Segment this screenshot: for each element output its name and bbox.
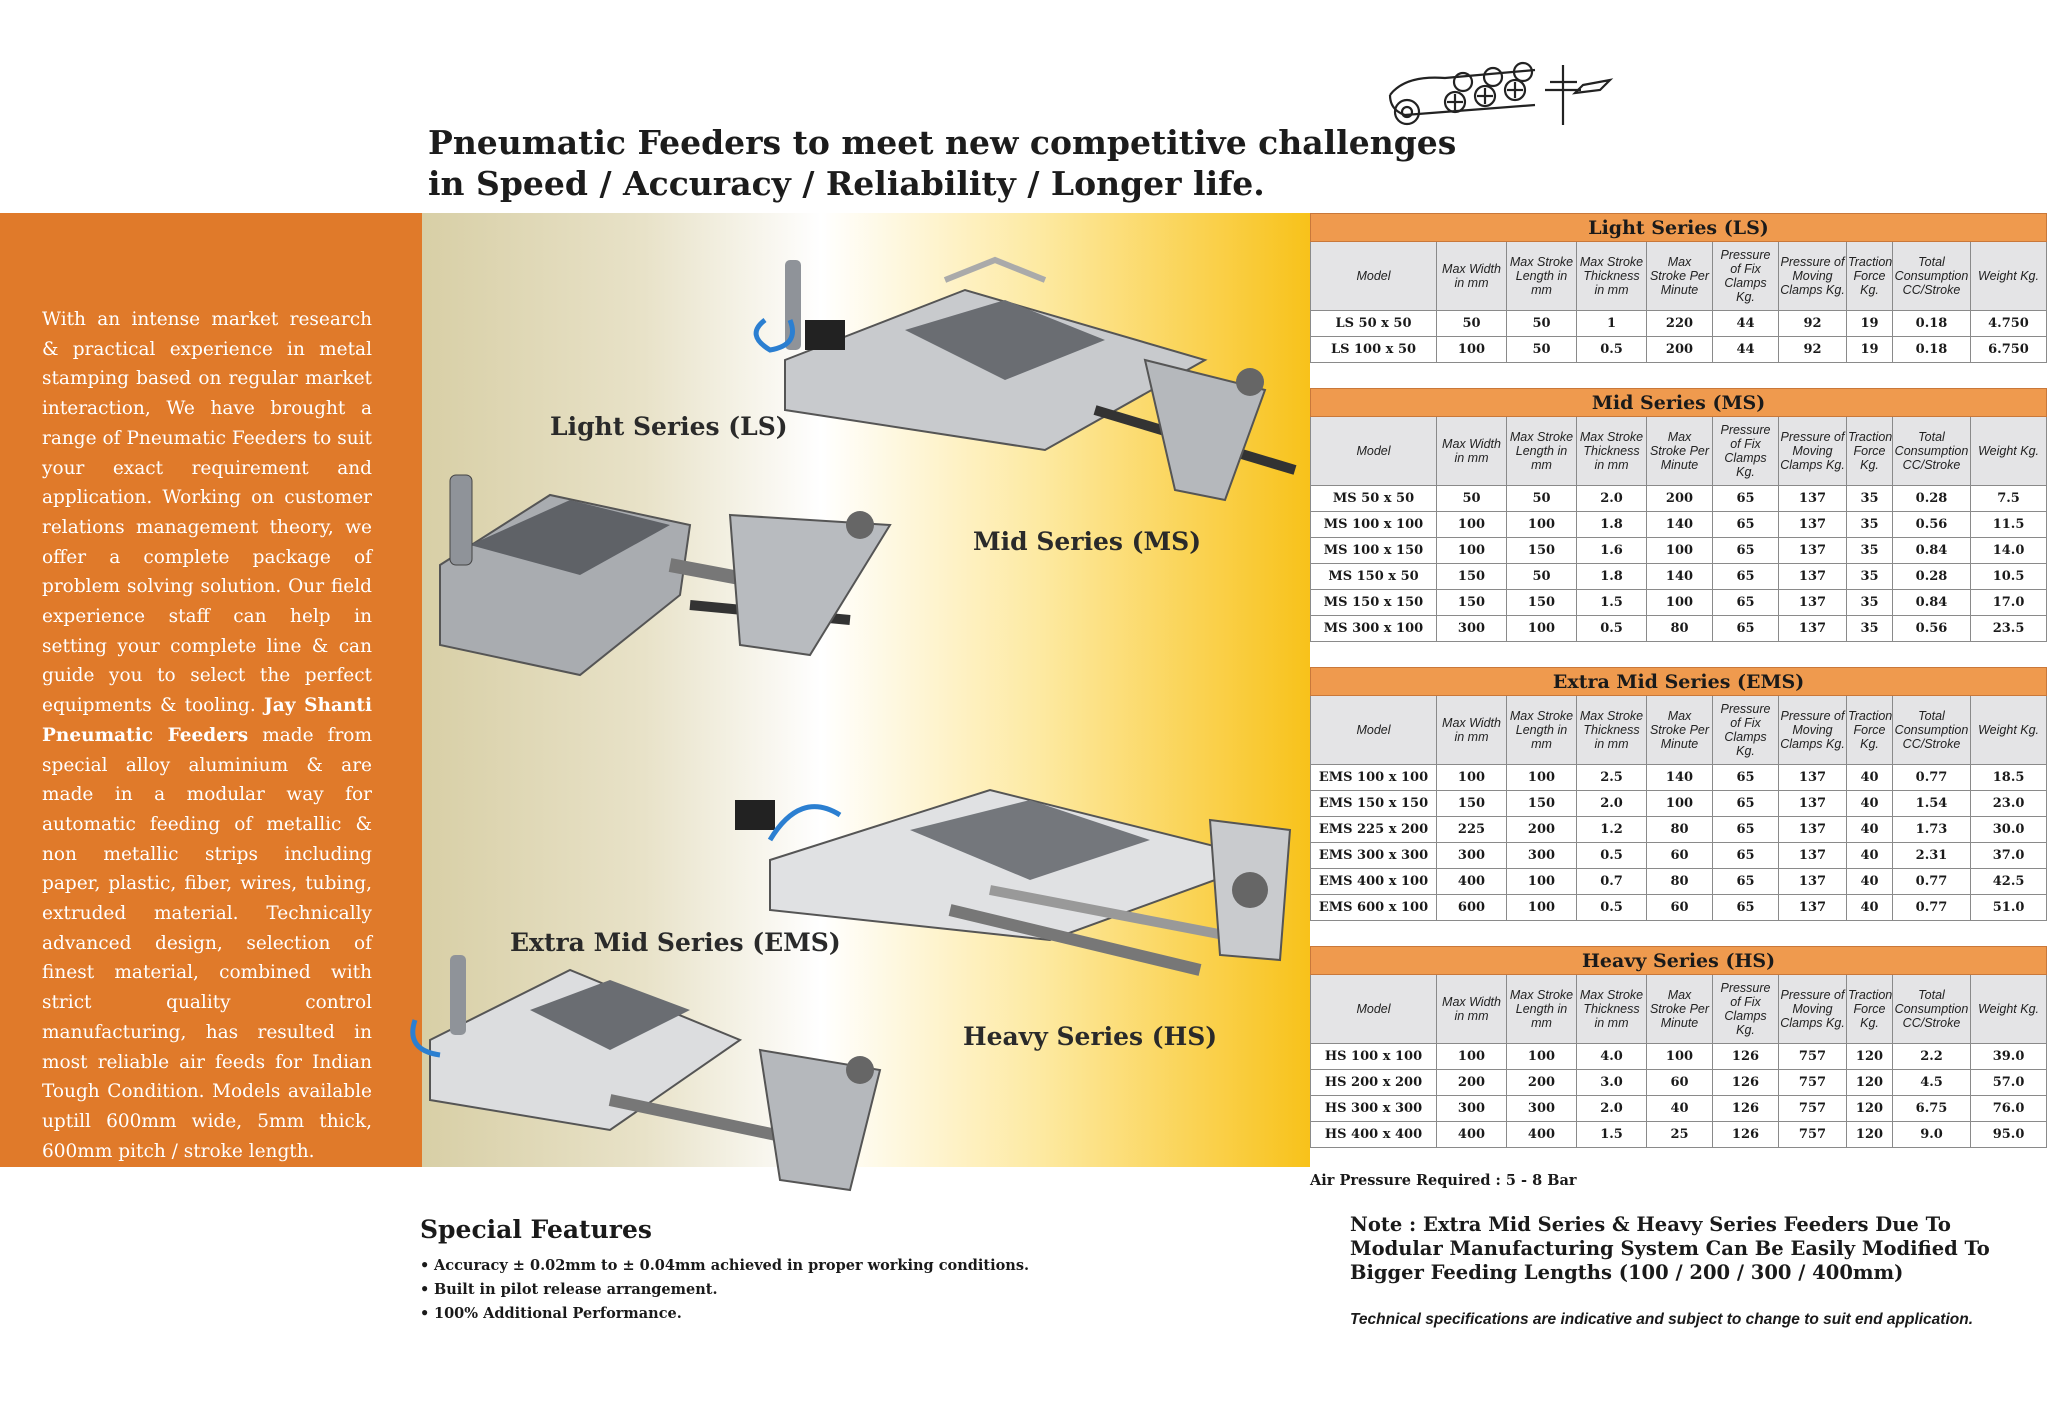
value-cell: 25 bbox=[1647, 1122, 1713, 1148]
value-cell: 80 bbox=[1647, 616, 1713, 642]
column-header: Total Consumption CC/Stroke bbox=[1893, 417, 1971, 486]
column-header: Max Stroke Per Minute bbox=[1647, 242, 1713, 311]
model-cell: MS 100 x 150 bbox=[1311, 538, 1437, 564]
column-header: Max Width in mm bbox=[1437, 242, 1507, 311]
column-header: Traction Force Kg. bbox=[1847, 975, 1893, 1044]
feeder-machine-hs-image bbox=[730, 770, 1310, 1000]
value-cell: 400 bbox=[1437, 869, 1507, 895]
value-cell: 400 bbox=[1507, 1122, 1577, 1148]
intro-brand: Jay Shanti Pneumatic Feeders bbox=[42, 695, 372, 746]
value-cell: 150 bbox=[1437, 564, 1507, 590]
value-cell: 120 bbox=[1847, 1070, 1893, 1096]
value-cell: 126 bbox=[1713, 1044, 1779, 1070]
column-header: Total Consumption CC/Stroke bbox=[1893, 242, 1971, 311]
value-cell: 100 bbox=[1437, 337, 1507, 363]
table-row bbox=[1311, 486, 2047, 512]
value-cell: 50 bbox=[1507, 311, 1577, 337]
value-cell: 65 bbox=[1713, 512, 1779, 538]
value-cell: 150 bbox=[1507, 590, 1577, 616]
table-row bbox=[1311, 843, 2047, 869]
value-cell: 0.77 bbox=[1893, 869, 1971, 895]
value-cell: 40 bbox=[1847, 791, 1893, 817]
column-header: Max Stroke Length in mm bbox=[1507, 242, 1577, 311]
value-cell: 80 bbox=[1647, 869, 1713, 895]
value-cell: 23.5 bbox=[1971, 616, 2047, 642]
value-cell: 300 bbox=[1437, 616, 1507, 642]
model-cell: EMS 600 x 100 bbox=[1311, 895, 1437, 921]
value-cell: 400 bbox=[1437, 1122, 1507, 1148]
value-cell: 65 bbox=[1713, 486, 1779, 512]
value-cell: 65 bbox=[1713, 765, 1779, 791]
feature-item: • 100% Additional Performance. bbox=[420, 1302, 1029, 1326]
column-header: Max Width in mm bbox=[1437, 417, 1507, 486]
feeder-machine-ms-image bbox=[745, 250, 1305, 510]
value-cell: 50 bbox=[1437, 311, 1507, 337]
value-cell: 65 bbox=[1713, 843, 1779, 869]
value-cell: 220 bbox=[1647, 311, 1713, 337]
value-cell: 120 bbox=[1847, 1096, 1893, 1122]
model-cell: MS 300 x 100 bbox=[1311, 616, 1437, 642]
value-cell: 137 bbox=[1779, 791, 1847, 817]
value-cell: 137 bbox=[1779, 590, 1847, 616]
headline-line-2: in Speed / Accuracy / Reliability / Longer life. bbox=[428, 164, 1265, 203]
value-cell: 50 bbox=[1507, 337, 1577, 363]
model-cell: EMS 100 x 100 bbox=[1311, 765, 1437, 791]
value-cell: 35 bbox=[1847, 564, 1893, 590]
label-heavy-series: Heavy Series (HS) bbox=[963, 1022, 1218, 1051]
value-cell: 35 bbox=[1847, 538, 1893, 564]
column-header: Max Stroke Length in mm bbox=[1507, 696, 1577, 765]
value-cell: 40 bbox=[1847, 843, 1893, 869]
value-cell: 50 bbox=[1507, 486, 1577, 512]
model-cell: HS 300 x 300 bbox=[1311, 1096, 1437, 1122]
column-header: Total Consumption CC/Stroke bbox=[1893, 696, 1971, 765]
column-header: Traction Force Kg. bbox=[1847, 696, 1893, 765]
value-cell: 9.0 bbox=[1893, 1122, 1971, 1148]
column-header: Model bbox=[1311, 696, 1437, 765]
column-header: Model bbox=[1311, 417, 1437, 486]
value-cell: 65 bbox=[1713, 616, 1779, 642]
value-cell: 35 bbox=[1847, 486, 1893, 512]
value-cell: 4.750 bbox=[1971, 311, 2047, 337]
special-features-title: Special Features bbox=[420, 1215, 652, 1244]
value-cell: 757 bbox=[1779, 1096, 1847, 1122]
table-title: Extra Mid Series (EMS) bbox=[1311, 668, 2047, 696]
value-cell: 0.5 bbox=[1577, 337, 1647, 363]
value-cell: 200 bbox=[1507, 817, 1577, 843]
value-cell: 137 bbox=[1779, 765, 1847, 791]
value-cell: 100 bbox=[1507, 869, 1577, 895]
column-header: Model bbox=[1311, 242, 1437, 311]
table-row bbox=[1311, 616, 2047, 642]
column-header: Max Stroke Per Minute bbox=[1647, 696, 1713, 765]
table-row bbox=[1311, 538, 2047, 564]
value-cell: 1.6 bbox=[1577, 538, 1647, 564]
value-cell: 200 bbox=[1437, 1070, 1507, 1096]
column-header: Weight Kg. bbox=[1971, 242, 2047, 311]
column-header: Max Stroke Length in mm bbox=[1507, 975, 1577, 1044]
value-cell: 23.0 bbox=[1971, 791, 2047, 817]
value-cell: 2.0 bbox=[1577, 791, 1647, 817]
table-row bbox=[1311, 564, 2047, 590]
column-header: Max Stroke Thickness in mm bbox=[1577, 242, 1647, 311]
table-row bbox=[1311, 791, 2047, 817]
value-cell: 100 bbox=[1437, 538, 1507, 564]
value-cell: 76.0 bbox=[1971, 1096, 2047, 1122]
value-cell: 2.0 bbox=[1577, 486, 1647, 512]
value-cell: 40 bbox=[1847, 765, 1893, 791]
value-cell: 65 bbox=[1713, 564, 1779, 590]
value-cell: 44 bbox=[1713, 337, 1779, 363]
column-header: Max Stroke Per Minute bbox=[1647, 417, 1713, 486]
table-row bbox=[1311, 817, 2047, 843]
value-cell: 42.5 bbox=[1971, 869, 2047, 895]
disclaimer: Technical specifications are indicative and subject to change to suit end application. bbox=[1350, 1311, 1974, 1328]
value-cell: 0.5 bbox=[1577, 616, 1647, 642]
intro-text-start: With an intense market research & practical experience in metal stamping based on regular market interaction, We have brought a range of Pneumatic Feeders to suit your exact requirement and application. Working on customer relations management theory, we offer a complete package of problem solving solution. Our field experience staff can help in setting your complete line & can guide you to select the perfect equipments & tooling. bbox=[42, 309, 372, 717]
value-cell: 92 bbox=[1779, 337, 1847, 363]
value-cell: 1.2 bbox=[1577, 817, 1647, 843]
table-row bbox=[1311, 1096, 2047, 1122]
column-header: Weight Kg. bbox=[1971, 417, 2047, 486]
value-cell: 757 bbox=[1779, 1122, 1847, 1148]
value-cell: 0.77 bbox=[1893, 895, 1971, 921]
value-cell: 137 bbox=[1779, 564, 1847, 590]
table-row bbox=[1311, 1044, 2047, 1070]
column-header: Max Width in mm bbox=[1437, 696, 1507, 765]
column-header: Pressure of Moving Clamps Kg. bbox=[1779, 242, 1847, 311]
value-cell: 200 bbox=[1507, 1070, 1577, 1096]
table-row bbox=[1311, 765, 2047, 791]
value-cell: 140 bbox=[1647, 765, 1713, 791]
value-cell: 126 bbox=[1713, 1122, 1779, 1148]
value-cell: 126 bbox=[1713, 1096, 1779, 1122]
value-cell: 140 bbox=[1647, 564, 1713, 590]
value-cell: 100 bbox=[1507, 512, 1577, 538]
value-cell: 300 bbox=[1437, 1096, 1507, 1122]
value-cell: 1.8 bbox=[1577, 564, 1647, 590]
table-row bbox=[1311, 512, 2047, 538]
value-cell: 44 bbox=[1713, 311, 1779, 337]
value-cell: 2.2 bbox=[1893, 1044, 1971, 1070]
model-cell: MS 150 x 50 bbox=[1311, 564, 1437, 590]
value-cell: 100 bbox=[1647, 1044, 1713, 1070]
value-cell: 200 bbox=[1647, 337, 1713, 363]
value-cell: 100 bbox=[1647, 538, 1713, 564]
intro-text-end: made from special alloy aluminium & are made in a modular way for automatic feeding of metallic & non metallic strips including paper, plastic, fiber, wires, tubing, extruded material. Technically advanced design, selection of finest material, combined with strict quality control manufacturing, has resulted in most reliable air feeds for Indian Tough Condition. Models available uptill 600mm wide, 5mm thick, 600mm pitch / stroke length. bbox=[42, 724, 372, 1162]
value-cell: 1.5 bbox=[1577, 590, 1647, 616]
value-cell: 0.28 bbox=[1893, 564, 1971, 590]
value-cell: 4.0 bbox=[1577, 1044, 1647, 1070]
table-title: Light Series (LS) bbox=[1311, 214, 2047, 242]
value-cell: 50 bbox=[1507, 564, 1577, 590]
value-cell: 100 bbox=[1437, 765, 1507, 791]
table-title: Heavy Series (HS) bbox=[1311, 947, 2047, 975]
value-cell: 200 bbox=[1647, 486, 1713, 512]
table-row bbox=[1311, 337, 2047, 363]
value-cell: 137 bbox=[1779, 512, 1847, 538]
table-row bbox=[1311, 311, 2047, 337]
value-cell: 0.84 bbox=[1893, 590, 1971, 616]
label-light-series: Light Series (LS) bbox=[550, 412, 788, 441]
special-features-list bbox=[420, 1254, 1029, 1326]
value-cell: 150 bbox=[1437, 590, 1507, 616]
value-cell: 14.0 bbox=[1971, 538, 2047, 564]
value-cell: 51.0 bbox=[1971, 895, 2047, 921]
spec-tables bbox=[1310, 213, 2046, 1148]
headline-line-1: Pneumatic Feeders to meet new competitive challenges bbox=[428, 123, 1457, 162]
column-header: Pressure of Moving Clamps Kg. bbox=[1779, 417, 1847, 486]
value-cell: 150 bbox=[1507, 791, 1577, 817]
value-cell: 6.750 bbox=[1971, 337, 2047, 363]
value-cell: 65 bbox=[1713, 895, 1779, 921]
model-cell: EMS 300 x 300 bbox=[1311, 843, 1437, 869]
model-cell: MS 150 x 150 bbox=[1311, 590, 1437, 616]
column-header: Weight Kg. bbox=[1971, 975, 2047, 1044]
model-cell: HS 100 x 100 bbox=[1311, 1044, 1437, 1070]
value-cell: 35 bbox=[1847, 616, 1893, 642]
model-cell: LS 50 x 50 bbox=[1311, 311, 1437, 337]
column-header: Pressure of Moving Clamps Kg. bbox=[1779, 696, 1847, 765]
value-cell: 300 bbox=[1507, 843, 1577, 869]
value-cell: 120 bbox=[1847, 1122, 1893, 1148]
value-cell: 95.0 bbox=[1971, 1122, 2047, 1148]
value-cell: 1.5 bbox=[1577, 1122, 1647, 1148]
modular-note: Note : Extra Mid Series & Heavy Series Feeders Due To Modular Manufacturing System Can Be Easily Modified To Bigger Feeding Lengths (100 / 200 / 300 / 400mm) bbox=[1350, 1213, 1990, 1284]
table-row bbox=[1311, 1122, 2047, 1148]
value-cell: 0.7 bbox=[1577, 869, 1647, 895]
value-cell: 17.0 bbox=[1971, 590, 2047, 616]
value-cell: 35 bbox=[1847, 512, 1893, 538]
value-cell: 35 bbox=[1847, 590, 1893, 616]
value-cell: 19 bbox=[1847, 311, 1893, 337]
value-cell: 65 bbox=[1713, 817, 1779, 843]
value-cell: 6.75 bbox=[1893, 1096, 1971, 1122]
value-cell: 100 bbox=[1507, 895, 1577, 921]
value-cell: 0.18 bbox=[1893, 311, 1971, 337]
value-cell: 1 bbox=[1577, 311, 1647, 337]
column-header: Max Stroke Thickness in mm bbox=[1577, 975, 1647, 1044]
value-cell: 0.5 bbox=[1577, 895, 1647, 921]
value-cell: 100 bbox=[1507, 616, 1577, 642]
value-cell: 39.0 bbox=[1971, 1044, 2047, 1070]
value-cell: 60 bbox=[1647, 895, 1713, 921]
model-cell: MS 50 x 50 bbox=[1311, 486, 1437, 512]
spec-table-ls bbox=[1310, 213, 2047, 363]
value-cell: 0.77 bbox=[1893, 765, 1971, 791]
value-cell: 225 bbox=[1437, 817, 1507, 843]
value-cell: 18.5 bbox=[1971, 765, 2047, 791]
model-cell: HS 400 x 400 bbox=[1311, 1122, 1437, 1148]
value-cell: 50 bbox=[1437, 486, 1507, 512]
label-extra-mid-series: Extra Mid Series (EMS) bbox=[510, 928, 841, 957]
value-cell: 757 bbox=[1779, 1070, 1847, 1096]
value-cell: 0.56 bbox=[1893, 616, 1971, 642]
column-header: Weight Kg. bbox=[1971, 696, 2047, 765]
value-cell: 100 bbox=[1507, 1044, 1577, 1070]
column-header: Max Stroke Thickness in mm bbox=[1577, 417, 1647, 486]
model-cell: LS 100 x 50 bbox=[1311, 337, 1437, 363]
value-cell: 137 bbox=[1779, 869, 1847, 895]
column-header: Max Stroke Length in mm bbox=[1507, 417, 1577, 486]
table-row bbox=[1311, 1070, 2047, 1096]
value-cell: 1.54 bbox=[1893, 791, 1971, 817]
value-cell: 100 bbox=[1647, 791, 1713, 817]
table-row bbox=[1311, 869, 2047, 895]
value-cell: 137 bbox=[1779, 538, 1847, 564]
value-cell: 65 bbox=[1713, 791, 1779, 817]
value-cell: 65 bbox=[1713, 538, 1779, 564]
value-cell: 100 bbox=[1507, 765, 1577, 791]
value-cell: 757 bbox=[1779, 1044, 1847, 1070]
model-cell: MS 100 x 100 bbox=[1311, 512, 1437, 538]
value-cell: 1.73 bbox=[1893, 817, 1971, 843]
value-cell: 140 bbox=[1647, 512, 1713, 538]
intro-paragraph bbox=[42, 305, 372, 1166]
model-cell: EMS 400 x 100 bbox=[1311, 869, 1437, 895]
column-header: Traction Force Kg. bbox=[1847, 417, 1893, 486]
value-cell: 4.5 bbox=[1893, 1070, 1971, 1096]
column-header: Max Width in mm bbox=[1437, 975, 1507, 1044]
column-header: Pressure of Fix Clamps Kg. bbox=[1713, 696, 1779, 765]
value-cell: 137 bbox=[1779, 843, 1847, 869]
value-cell: 137 bbox=[1779, 817, 1847, 843]
value-cell: 80 bbox=[1647, 817, 1713, 843]
spec-table-ms bbox=[1310, 388, 2047, 642]
column-header: Pressure of Fix Clamps Kg. bbox=[1713, 242, 1779, 311]
value-cell: 300 bbox=[1437, 843, 1507, 869]
value-cell: 60 bbox=[1647, 1070, 1713, 1096]
label-mid-series: Mid Series (MS) bbox=[973, 527, 1202, 556]
table-title: Mid Series (MS) bbox=[1311, 389, 2047, 417]
value-cell: 65 bbox=[1713, 590, 1779, 616]
value-cell: 137 bbox=[1779, 486, 1847, 512]
value-cell: 0.84 bbox=[1893, 538, 1971, 564]
value-cell: 40 bbox=[1847, 895, 1893, 921]
value-cell: 300 bbox=[1507, 1096, 1577, 1122]
value-cell: 19 bbox=[1847, 337, 1893, 363]
column-header: Total Consumption CC/Stroke bbox=[1893, 975, 1971, 1044]
value-cell: 150 bbox=[1507, 538, 1577, 564]
value-cell: 65 bbox=[1713, 869, 1779, 895]
value-cell: 126 bbox=[1713, 1070, 1779, 1096]
value-cell: 37.0 bbox=[1971, 843, 2047, 869]
value-cell: 100 bbox=[1437, 512, 1507, 538]
column-header: Pressure of Fix Clamps Kg. bbox=[1713, 975, 1779, 1044]
value-cell: 137 bbox=[1779, 616, 1847, 642]
column-header: Max Stroke Per Minute bbox=[1647, 975, 1713, 1044]
value-cell: 600 bbox=[1437, 895, 1507, 921]
value-cell: 2.0 bbox=[1577, 1096, 1647, 1122]
value-cell: 40 bbox=[1847, 869, 1893, 895]
column-header: Model bbox=[1311, 975, 1437, 1044]
column-header: Pressure of Fix Clamps Kg. bbox=[1713, 417, 1779, 486]
value-cell: 2.31 bbox=[1893, 843, 1971, 869]
value-cell: 100 bbox=[1437, 1044, 1507, 1070]
value-cell: 2.5 bbox=[1577, 765, 1647, 791]
spec-table-hs bbox=[1310, 946, 2047, 1148]
value-cell: 40 bbox=[1847, 817, 1893, 843]
air-pressure-note: Air Pressure Required : 5 - 8 Bar bbox=[1310, 1172, 1577, 1189]
value-cell: 92 bbox=[1779, 311, 1847, 337]
value-cell: 150 bbox=[1437, 791, 1507, 817]
table-row bbox=[1311, 895, 2047, 921]
value-cell: 60 bbox=[1647, 843, 1713, 869]
column-header: Pressure of Moving Clamps Kg. bbox=[1779, 975, 1847, 1044]
value-cell: 7.5 bbox=[1971, 486, 2047, 512]
value-cell: 3.0 bbox=[1577, 1070, 1647, 1096]
feature-item: • Accuracy ± 0.02mm to ± 0.04mm achieved in proper working conditions. bbox=[420, 1254, 1029, 1278]
value-cell: 1.8 bbox=[1577, 512, 1647, 538]
model-cell: EMS 225 x 200 bbox=[1311, 817, 1437, 843]
column-header: Traction Force Kg. bbox=[1847, 242, 1893, 311]
value-cell: 40 bbox=[1647, 1096, 1713, 1122]
value-cell: 57.0 bbox=[1971, 1070, 2047, 1096]
value-cell: 0.18 bbox=[1893, 337, 1971, 363]
value-cell: 10.5 bbox=[1971, 564, 2047, 590]
model-cell: HS 200 x 200 bbox=[1311, 1070, 1437, 1096]
column-header: Max Stroke Thickness in mm bbox=[1577, 696, 1647, 765]
feature-item: • Built in pilot release arrangement. bbox=[420, 1278, 1029, 1302]
table-row bbox=[1311, 590, 2047, 616]
value-cell: 120 bbox=[1847, 1044, 1893, 1070]
value-cell: 100 bbox=[1647, 590, 1713, 616]
spec-table-ems bbox=[1310, 667, 2047, 921]
value-cell: 0.5 bbox=[1577, 843, 1647, 869]
value-cell: 11.5 bbox=[1971, 512, 2047, 538]
value-cell: 0.28 bbox=[1893, 486, 1971, 512]
value-cell: 0.56 bbox=[1893, 512, 1971, 538]
model-cell: EMS 150 x 150 bbox=[1311, 791, 1437, 817]
page-headline bbox=[428, 122, 1456, 204]
value-cell: 137 bbox=[1779, 895, 1847, 921]
value-cell: 30.0 bbox=[1971, 817, 2047, 843]
